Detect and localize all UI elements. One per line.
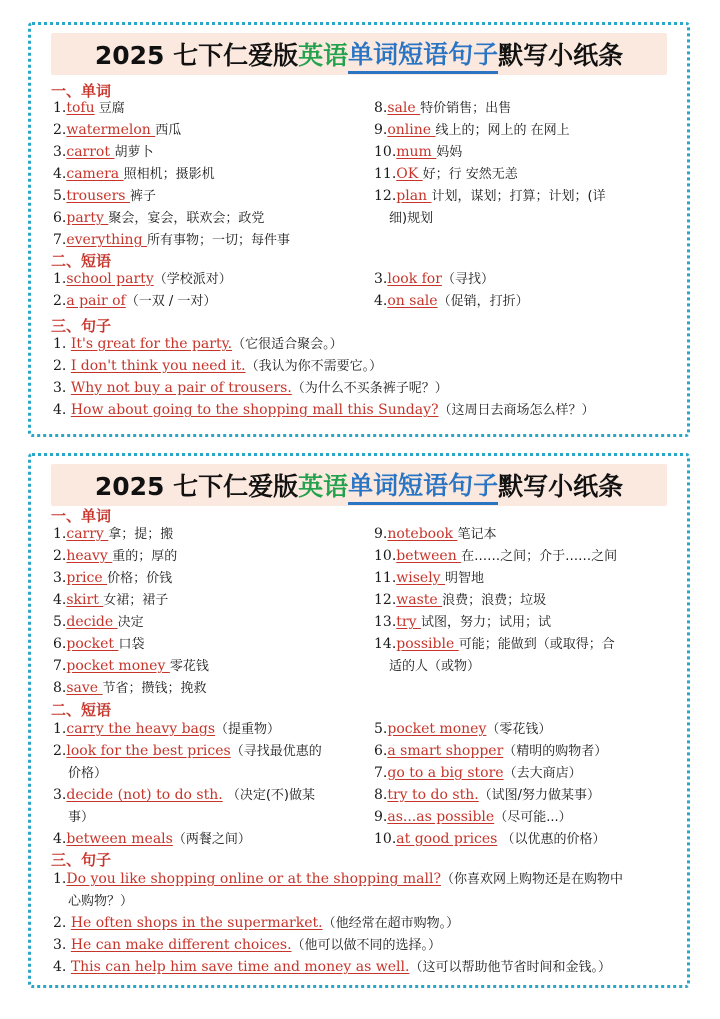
word-row	[53, 590, 168, 611]
word-row	[374, 186, 606, 207]
item-meaning: 计划，谋划；打算；计划；(详	[431, 189, 606, 204]
item-keyword: try to do sth.	[387, 787, 479, 803]
item-number: 8.	[374, 100, 388, 116]
item-number: 9.	[374, 809, 388, 825]
item-meaning: 聚会，宴会，联欢会；政党	[108, 211, 265, 226]
item-keyword: online	[387, 122, 436, 138]
word-row	[53, 524, 173, 545]
item-number: 4.	[53, 959, 71, 975]
phrase-row	[374, 785, 600, 806]
item-number: 7.	[53, 658, 67, 674]
item-number: 7.	[53, 232, 67, 248]
item-keyword: skirt	[66, 592, 104, 608]
word-row	[53, 98, 125, 119]
item-keyword: between meals	[66, 831, 173, 847]
item-meaning: （学校派对）	[153, 272, 232, 287]
item-number: 3.	[53, 937, 71, 953]
item-number: 3.	[53, 380, 71, 396]
section-phrases: 二、短语	[51, 252, 112, 270]
title-suffix: 默写小纸条	[498, 41, 624, 70]
item-keyword: pocket money	[387, 721, 487, 737]
item-meaning: 价格；价钱	[107, 571, 173, 586]
word-row	[374, 546, 617, 567]
phrase-row	[53, 291, 216, 312]
section-sentences: 三、句子	[51, 317, 112, 335]
item-keyword: Why not buy a pair of trousers.	[70, 380, 292, 396]
item-keyword: look for the best prices	[66, 743, 231, 759]
item-keyword: look for	[387, 271, 442, 287]
item-number: 11.	[374, 166, 397, 182]
item-keyword: He can make different choices.	[70, 937, 292, 953]
item-meaning: 特价销售；出售	[420, 101, 512, 116]
item-meaning: 重的；厚的	[112, 549, 178, 564]
item-number: 1.	[53, 721, 67, 737]
title-prefix: 2025 七下仁爱版	[94, 41, 299, 70]
title-prefix: 2025 七下仁爱版	[94, 472, 299, 501]
item-meaning: 细)规划	[389, 211, 434, 226]
item-number: 2.	[53, 122, 67, 138]
item-number: 4.	[53, 592, 67, 608]
item-keyword: as...as possible	[387, 809, 495, 825]
item-keyword: carry	[66, 526, 109, 542]
item-number: 6.	[53, 210, 67, 226]
item-keyword: everything	[66, 232, 147, 248]
item-keyword: OK	[396, 166, 423, 182]
title-english: 英语	[298, 41, 349, 70]
card-title	[51, 464, 667, 506]
item-meaning: 节省；攒钱；挽救	[102, 681, 207, 696]
word-row	[374, 142, 462, 163]
item-number: 3.	[53, 144, 67, 160]
item-meaning: 豆腐	[94, 101, 125, 116]
sentence-row	[53, 869, 623, 890]
item-meaning: 线上的；网上的 在网上	[435, 123, 570, 138]
item-number: 1.	[53, 336, 71, 352]
item-number: 14.	[374, 636, 397, 652]
section-words: 一、单词	[51, 507, 112, 525]
item-meaning: （以优惠的价格）	[497, 832, 606, 847]
item-number: 4.	[53, 831, 67, 847]
item-keyword: waste	[396, 592, 443, 608]
word-row	[53, 678, 207, 699]
item-meaning: （精明的购物者）	[503, 744, 608, 759]
item-meaning: （我认为你不需要它。）	[245, 359, 383, 374]
phrase-row	[374, 829, 606, 850]
phrase-row	[53, 763, 107, 784]
title-highlight: 单词短语句子	[348, 466, 498, 505]
item-number: 6.	[53, 636, 67, 652]
item-meaning: （他可以做不同的选择。）	[291, 938, 442, 953]
phrase-row	[374, 291, 529, 312]
item-number: 1.	[53, 871, 67, 887]
item-keyword: He often shops in the supermarket.	[70, 915, 323, 931]
item-meaning: （这可以帮助他节省时间和金钱。）	[409, 960, 611, 975]
item-meaning: （你喜欢网上购物还是在购物中	[440, 872, 623, 887]
phrase-row	[53, 785, 315, 806]
item-keyword: heavy	[66, 548, 113, 564]
item-meaning: 浪费；浪费；垃圾	[442, 593, 547, 608]
item-keyword: Do you like shopping online or at the shopping mall?	[66, 871, 441, 887]
phrase-row	[53, 269, 232, 290]
item-keyword: sale	[387, 100, 421, 116]
item-number: 5.	[53, 188, 67, 204]
item-keyword: carrot	[66, 144, 115, 160]
item-meaning: （促销，打折）	[437, 294, 529, 309]
item-meaning: （一双 / 一对）	[125, 294, 217, 309]
item-number: 7.	[374, 765, 388, 781]
word-row	[53, 164, 215, 185]
word-row	[53, 120, 181, 141]
item-meaning: 女裙；裙子	[103, 593, 169, 608]
item-keyword: pocket	[66, 636, 119, 652]
item-meaning: （这周日去商场怎么样？）	[438, 403, 595, 418]
phrase-row	[374, 741, 607, 762]
phrase-row	[53, 829, 251, 850]
item-meaning: 妈妈	[436, 145, 463, 160]
item-meaning: （决定(不)做某	[222, 788, 315, 803]
item-number: 2.	[53, 293, 67, 309]
item-number: 1.	[53, 526, 67, 542]
item-meaning: （去大商店）	[503, 766, 582, 781]
item-keyword: try	[396, 614, 421, 630]
item-meaning: 价格）	[68, 766, 108, 781]
item-keyword: party	[66, 210, 109, 226]
item-meaning: 决定	[117, 615, 144, 630]
sentence-row	[53, 400, 595, 421]
sentence-row	[53, 356, 382, 377]
item-keyword: tofu	[66, 100, 95, 116]
item-keyword: a pair of	[66, 293, 126, 309]
item-meaning: 试图，努力；试用；试	[420, 615, 551, 630]
item-meaning: 所有事物；一切；每件事	[147, 233, 291, 248]
item-keyword: camera	[66, 166, 124, 182]
item-meaning: 裤子	[129, 189, 156, 204]
item-meaning: （他经常在超市购物。）	[322, 916, 460, 931]
item-keyword: decide	[66, 614, 118, 630]
item-keyword: possible	[396, 636, 459, 652]
item-keyword: I don't think you need it.	[70, 358, 246, 374]
item-meaning: 可能；能做到（或取得；合	[458, 637, 615, 652]
sentence-row	[53, 334, 343, 355]
word-row	[374, 634, 615, 655]
item-keyword: between	[396, 548, 462, 564]
phrase-row	[374, 719, 551, 740]
phrase-row	[374, 807, 572, 828]
item-number: 11.	[374, 570, 397, 586]
card-title	[51, 33, 667, 75]
item-number: 8.	[53, 680, 67, 696]
item-keyword: carry the heavy bags	[66, 721, 216, 737]
item-meaning: （试图/努力做某事）	[478, 788, 601, 803]
item-number: 12.	[374, 592, 397, 608]
item-number: 8.	[374, 787, 388, 803]
sentence-row	[53, 957, 611, 978]
item-keyword: How about going to the shopping mall this Sunday?	[70, 402, 439, 418]
title-english: 英语	[298, 472, 349, 501]
section-phrases: 二、短语	[51, 701, 112, 719]
sentence-row	[53, 913, 459, 934]
title-suffix: 默写小纸条	[498, 472, 624, 501]
word-row	[374, 612, 551, 633]
item-meaning: （寻找）	[441, 272, 494, 287]
item-meaning: 口袋	[118, 637, 145, 652]
item-number: 6.	[374, 743, 388, 759]
item-keyword: save	[66, 680, 103, 696]
item-keyword: This can help him save time and money as well.	[70, 959, 410, 975]
item-number: 13.	[374, 614, 397, 630]
item-meaning: 拿；提；搬	[108, 527, 174, 542]
item-number: 2.	[53, 548, 67, 564]
item-number: 3.	[53, 787, 67, 803]
word-row	[53, 568, 172, 589]
sentence-row	[53, 935, 441, 956]
note-card-2	[28, 453, 690, 988]
item-keyword: notebook	[387, 526, 458, 542]
sentence-row	[53, 891, 133, 912]
item-meaning: 明智地	[445, 571, 485, 586]
item-meaning: （零花钱）	[486, 722, 552, 737]
phrase-row	[53, 719, 280, 740]
item-meaning: 适的人（或物）	[389, 659, 481, 674]
word-row	[53, 612, 144, 633]
item-number: 1.	[53, 100, 67, 116]
item-meaning: 西瓜	[155, 123, 182, 138]
item-keyword: pocket money	[66, 658, 170, 674]
item-keyword: watermelon	[66, 122, 156, 138]
item-meaning: （寻找最优惠的	[230, 744, 322, 759]
item-keyword: wisely	[396, 570, 446, 586]
item-number: 12.	[374, 188, 397, 204]
item-number: 9.	[374, 526, 388, 542]
item-keyword: It's great for the party.	[70, 336, 233, 352]
item-number: 1.	[53, 271, 67, 287]
item-number: 4.	[374, 293, 388, 309]
item-meaning: 照相机；摄影机	[123, 167, 215, 182]
word-row	[53, 142, 153, 163]
phrase-row	[53, 807, 94, 828]
item-keyword: at good prices	[396, 831, 498, 847]
word-row	[53, 656, 209, 677]
item-keyword: price	[66, 570, 108, 586]
sentence-row	[53, 378, 448, 399]
item-number: 10.	[374, 144, 397, 160]
item-number: 10.	[374, 548, 397, 564]
item-keyword: school party	[66, 271, 154, 287]
word-row	[374, 208, 433, 229]
item-number: 5.	[53, 614, 67, 630]
item-number: 2.	[53, 358, 71, 374]
item-meaning: 事）	[68, 810, 95, 825]
item-meaning: 心购物？）	[68, 894, 134, 909]
note-card-1	[28, 22, 690, 437]
item-meaning: 在……之间；介于……之间	[461, 549, 618, 564]
word-row	[374, 524, 496, 545]
word-row	[374, 568, 484, 589]
item-number: 2.	[53, 915, 71, 931]
word-row	[53, 546, 177, 567]
item-number: 3.	[53, 570, 67, 586]
word-row	[374, 98, 511, 119]
word-row	[53, 634, 144, 655]
word-row	[374, 590, 546, 611]
item-number: 9.	[374, 122, 388, 138]
item-keyword: trousers	[66, 188, 130, 204]
item-meaning: （两餐之间）	[172, 832, 251, 847]
item-keyword: a smart shopper	[387, 743, 504, 759]
item-number: 5.	[374, 721, 388, 737]
item-keyword: on sale	[387, 293, 438, 309]
item-meaning: （它很适合聚会。）	[232, 337, 343, 352]
word-row	[53, 230, 290, 251]
phrase-row	[53, 741, 322, 762]
item-meaning: （尽可能...）	[494, 810, 572, 825]
item-keyword: plan	[396, 188, 432, 204]
item-meaning: （为什么不买条裤子呢？）	[291, 381, 448, 396]
word-row	[374, 164, 518, 185]
item-number: 4.	[53, 166, 67, 182]
item-number: 10.	[374, 831, 397, 847]
word-row	[374, 656, 480, 677]
word-row	[374, 120, 570, 141]
item-keyword: go to a big store	[387, 765, 504, 781]
item-meaning: 笔记本	[457, 527, 497, 542]
item-meaning: （提重物）	[215, 722, 281, 737]
item-number: 4.	[53, 402, 71, 418]
section-words: 一、单词	[51, 82, 112, 100]
word-row	[53, 208, 264, 229]
title-highlight: 单词短语句子	[348, 35, 498, 74]
item-number: 3.	[374, 271, 388, 287]
item-meaning: 胡萝卜	[114, 145, 154, 160]
word-row	[53, 186, 156, 207]
item-number: 2.	[53, 743, 67, 759]
phrase-row	[374, 269, 494, 290]
phrase-row	[374, 763, 582, 784]
item-keyword: decide (not) to do sth.	[66, 787, 223, 803]
item-meaning: 零花钱	[169, 659, 209, 674]
section-sentences: 三、句子	[51, 851, 112, 869]
item-meaning: 好；行 安然无恙	[422, 167, 518, 182]
item-keyword: mum	[396, 144, 437, 160]
